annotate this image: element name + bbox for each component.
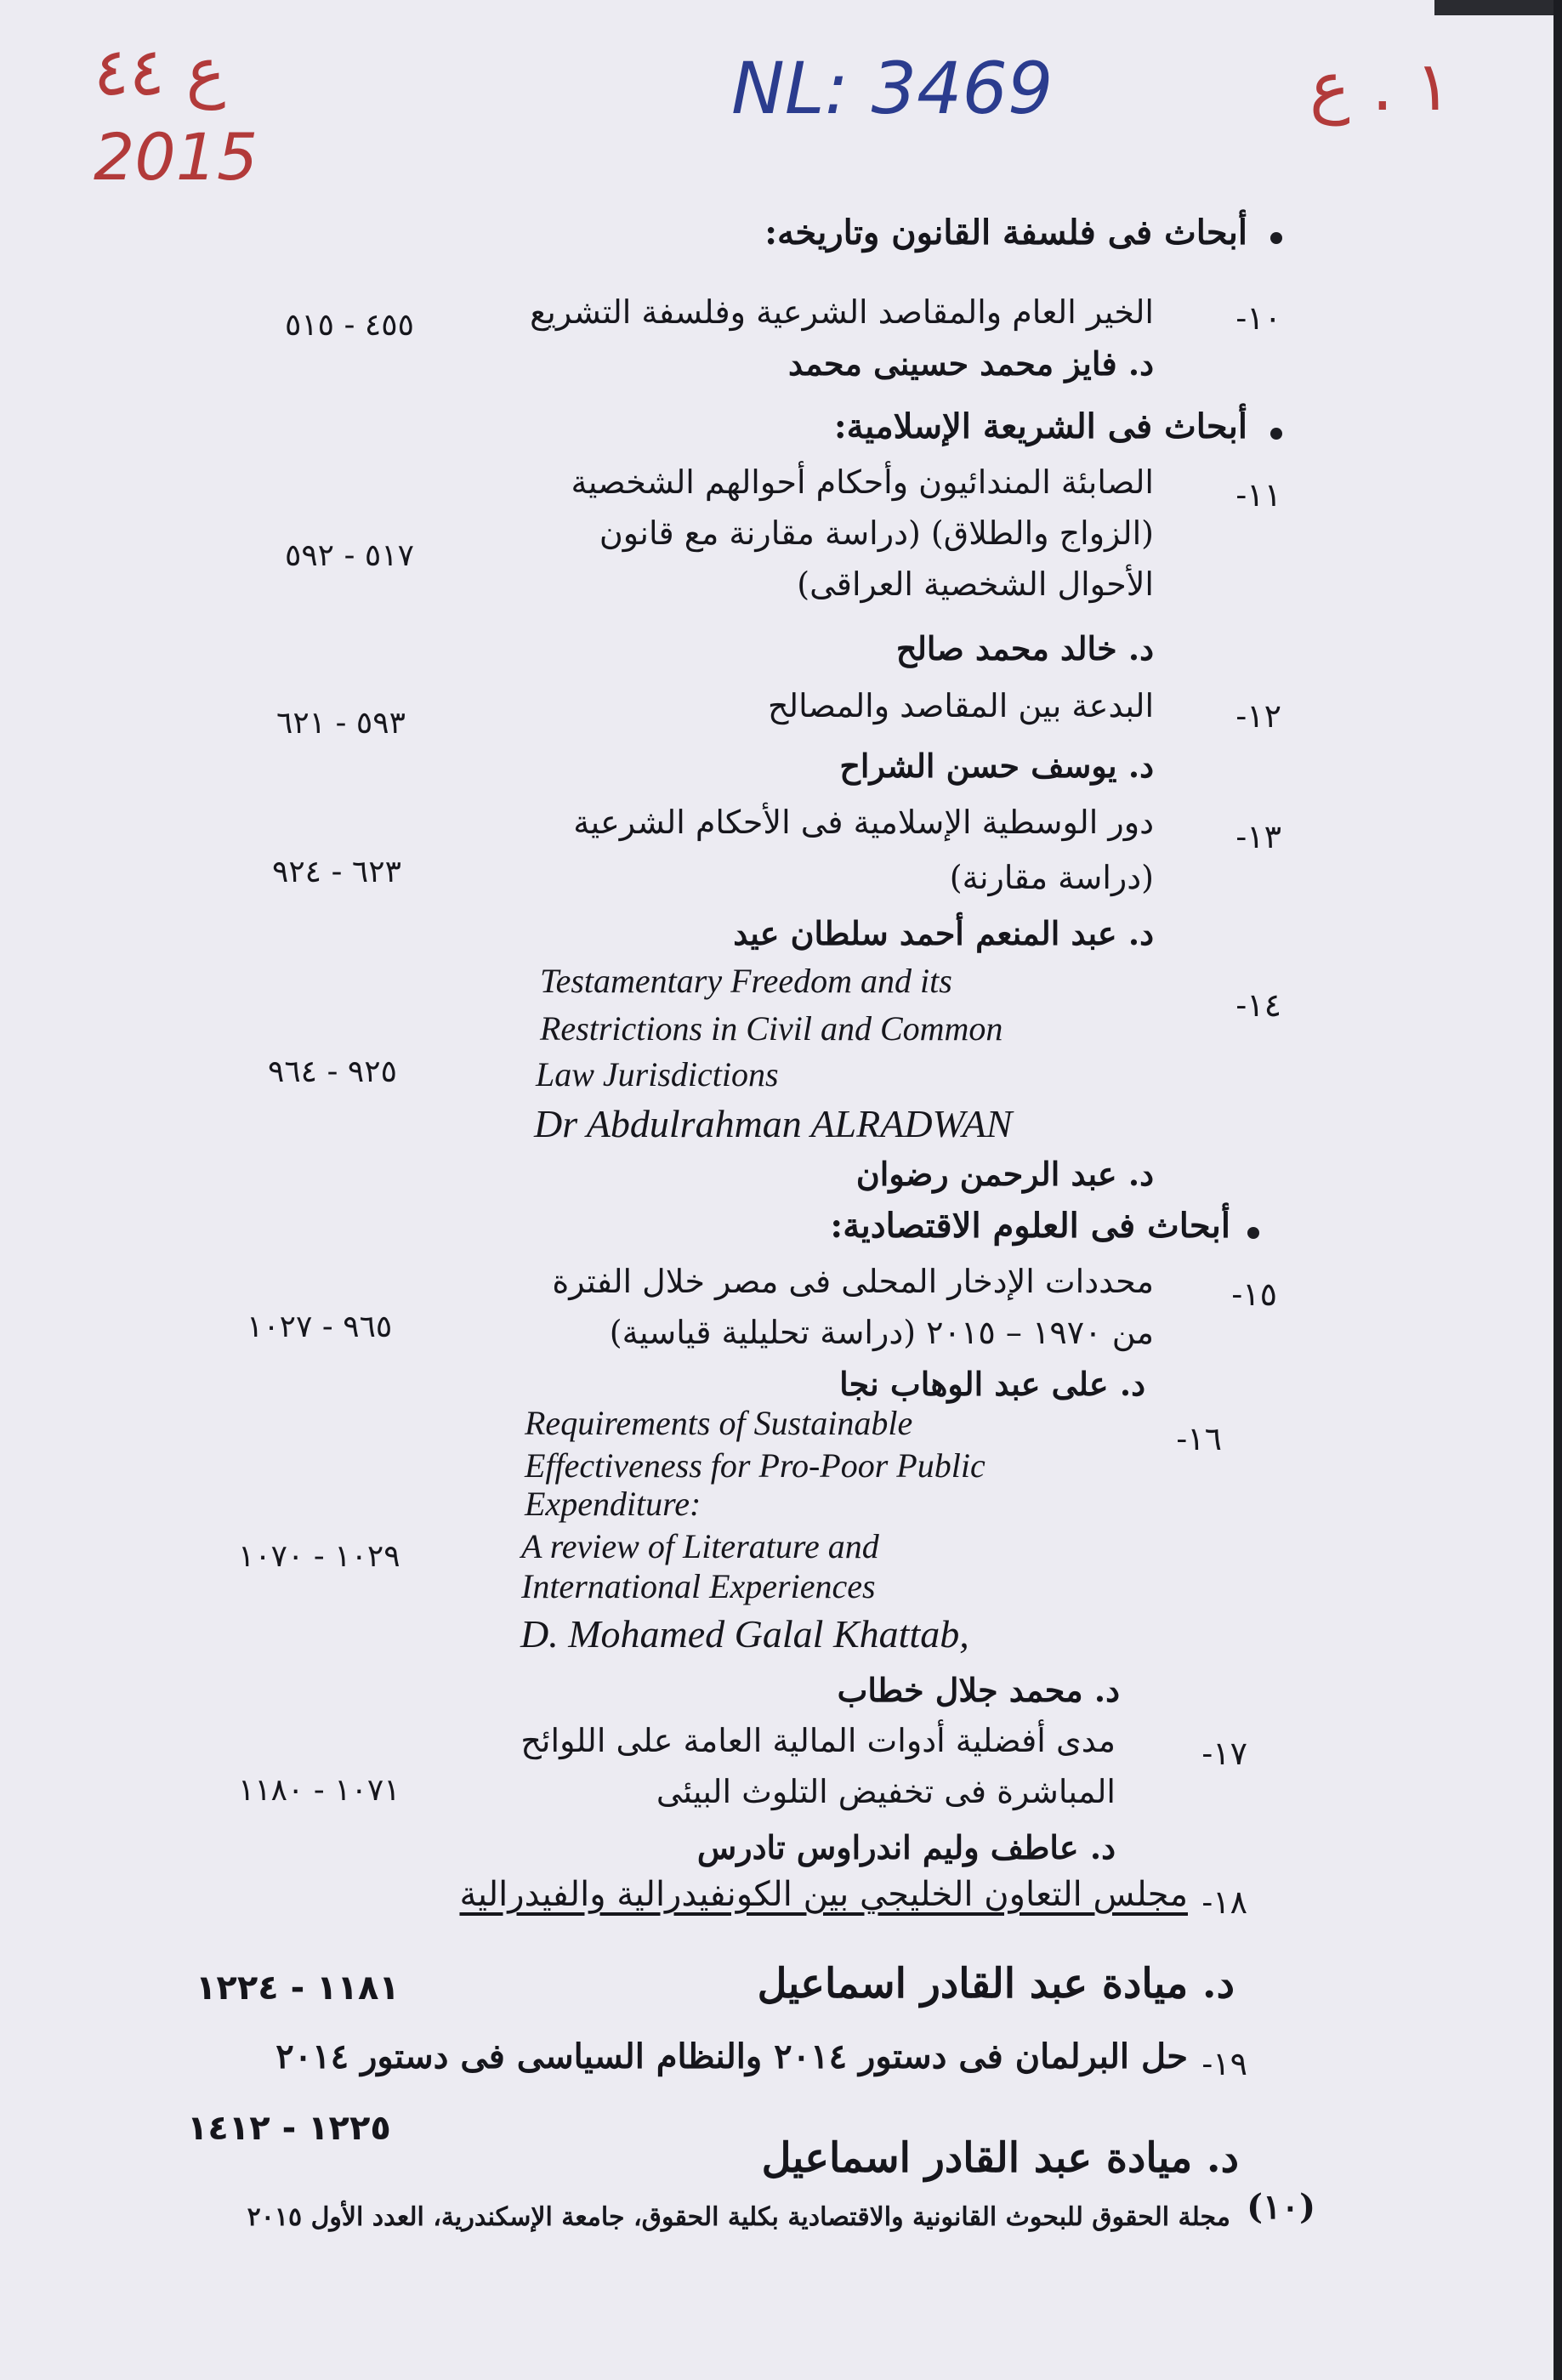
handwritten-mark: ١ . ع bbox=[1309, 47, 1451, 126]
scan-edge-right bbox=[1553, 0, 1562, 2380]
entry-author: د. عبد الرحمن رضوان bbox=[855, 1155, 1154, 1193]
entry-title: الصابئة المندائيون وأحكام أحوالهم الشخصية bbox=[571, 463, 1154, 501]
entry-author: د. ميادة عبد القادر اسماعيل bbox=[761, 2134, 1239, 2182]
entry-title: الأحوال الشخصية العراقى) bbox=[797, 565, 1154, 603]
footer-journal: مجلة الحقوق للبحوث القانونية والاقتصادية بكلية الحقوق، جامعة الإسكندرية، العدد الأول ٢٠١٥ bbox=[247, 2202, 1230, 2232]
entry-title-en: Expenditure: bbox=[525, 1485, 701, 1523]
section-heading-philosophy: أبحاث فى فلسفة القانون وتاريخه: bbox=[764, 213, 1247, 253]
handwritten-code: ع ٤٤ bbox=[94, 34, 226, 111]
section-bullet bbox=[1247, 1227, 1259, 1239]
section-bullet bbox=[1270, 428, 1282, 440]
entry-author: د. محمد جلال خطاب bbox=[837, 1671, 1120, 1709]
entry-title-en: Restrictions in Civil and Common bbox=[540, 1009, 1003, 1048]
scan-edge-top bbox=[1434, 0, 1553, 15]
entry-title: البدعة بين المقاصد والمصالح bbox=[767, 687, 1154, 724]
entry-author: د. خالد محمد صالح bbox=[895, 629, 1154, 667]
handwritten-year: 2015 bbox=[94, 119, 258, 195]
entry-pages: ١٢٢٥ - ١٤١٢ bbox=[187, 2109, 391, 2148]
entry-title: (دراسة مقارنة) bbox=[949, 859, 1154, 896]
entry-title: من ١٩٧٠ – ٢٠١٥ (دراسة تحليلية قياسية) bbox=[609, 1314, 1154, 1351]
entry-number: ١٩- bbox=[1201, 2045, 1247, 2082]
entry-title-en: International Experiences bbox=[521, 1567, 876, 1605]
entry-author: د. على عبد الوهاب نجا bbox=[839, 1365, 1145, 1403]
entry-author: د. ميادة عبد القادر اسماعيل bbox=[757, 1960, 1235, 2008]
entry-title: مدى أفضلية أدوات المالية العامة على اللوائح bbox=[520, 1722, 1116, 1759]
entry-author: د. فايز محمد حسينى محمد bbox=[788, 344, 1154, 383]
entry-author: د. عبد المنعم أحمد سلطان عيد bbox=[733, 914, 1154, 952]
section-heading-sharia: أبحاث فى الشريعة الإسلامية: bbox=[833, 406, 1247, 446]
entry-pages: ١٠٧١ - ١١٨٠ bbox=[238, 1773, 400, 1808]
section-heading-economics: أبحاث فى العلوم الاقتصادية: bbox=[830, 1206, 1230, 1246]
entry-title-en: A review of Literature and bbox=[521, 1527, 879, 1565]
entry-pages: ٥١٧ - ٥٩٢ bbox=[285, 538, 414, 573]
entry-title: مجلس التعاون الخليجي بين الكونفيدرالية والفيدرالية bbox=[459, 1875, 1188, 1914]
entry-pages: ١١٨١ - ١٢٢٤ bbox=[196, 1968, 400, 2008]
entry-author: د. يوسف حسن الشراح bbox=[839, 747, 1154, 785]
footer-page-number: (١٠) bbox=[1247, 2187, 1315, 2227]
entry-pages: ٩٢٥ - ٩٦٤ bbox=[268, 1054, 397, 1089]
entry-title: دور الوسطية الإسلامية فى الأحكام الشرعية bbox=[573, 804, 1154, 841]
entry-pages: ٩٦٥ - ١٠٢٧ bbox=[247, 1309, 393, 1344]
entry-number: ١٥- bbox=[1231, 1275, 1277, 1313]
entry-pages: ٦٢٣ - ٩٢٤ bbox=[272, 855, 401, 889]
entry-pages: ٤٥٥ - ٥١٥ bbox=[285, 308, 414, 343]
entry-number: ١١- bbox=[1235, 476, 1281, 514]
entry-title: حل البرلمان فى دستور ٢٠١٤ والنظام السياسى فى دستور ٢٠١٤ bbox=[275, 2036, 1188, 2076]
entry-number: ١٧- bbox=[1201, 1735, 1247, 1772]
entry-title-en: Requirements of Sustainable bbox=[525, 1404, 913, 1442]
entry-author: د. عاطف وليم اندراوس تادرس bbox=[696, 1828, 1116, 1866]
entry-author-en: D. Mohamed Galal Khattab, bbox=[520, 1612, 969, 1656]
entry-pages: ٥٩٣ - ٦٢١ bbox=[276, 706, 406, 741]
entry-title-en: Effectiveness for Pro-Poor Public bbox=[525, 1446, 985, 1485]
entry-title: (الزواج والطلاق) (دراسة مقارنة مع قانون bbox=[599, 514, 1154, 552]
handwritten-reference: NL: 3469 bbox=[731, 47, 1054, 130]
entry-number: ١٨- bbox=[1201, 1883, 1247, 1921]
entry-number: ١٤- bbox=[1235, 986, 1281, 1024]
entry-title: المباشرة فى تخفيض التلوث البيئى bbox=[656, 1773, 1116, 1810]
section-bullet bbox=[1270, 232, 1282, 244]
entry-number: ١٣- bbox=[1235, 818, 1281, 855]
entry-title-en: Law Jurisdictions bbox=[536, 1055, 779, 1093]
entry-title-en: Testamentary Freedom and its bbox=[540, 962, 952, 1000]
entry-number: ١٠- bbox=[1235, 299, 1281, 337]
entry-author-en: Dr Abdulrahman ALRADWAN bbox=[534, 1102, 1013, 1145]
entry-number: ١٦- bbox=[1176, 1420, 1222, 1457]
entry-title: الخير العام والمقاصد الشرعية وفلسفة التشريع bbox=[530, 293, 1154, 331]
entry-pages: ١٠٢٩ - ١٠٧٠ bbox=[238, 1539, 400, 1574]
entry-title: محددات الإدخار المحلى فى مصر خلال الفترة bbox=[552, 1263, 1154, 1300]
entry-number: ١٢- bbox=[1235, 697, 1281, 735]
